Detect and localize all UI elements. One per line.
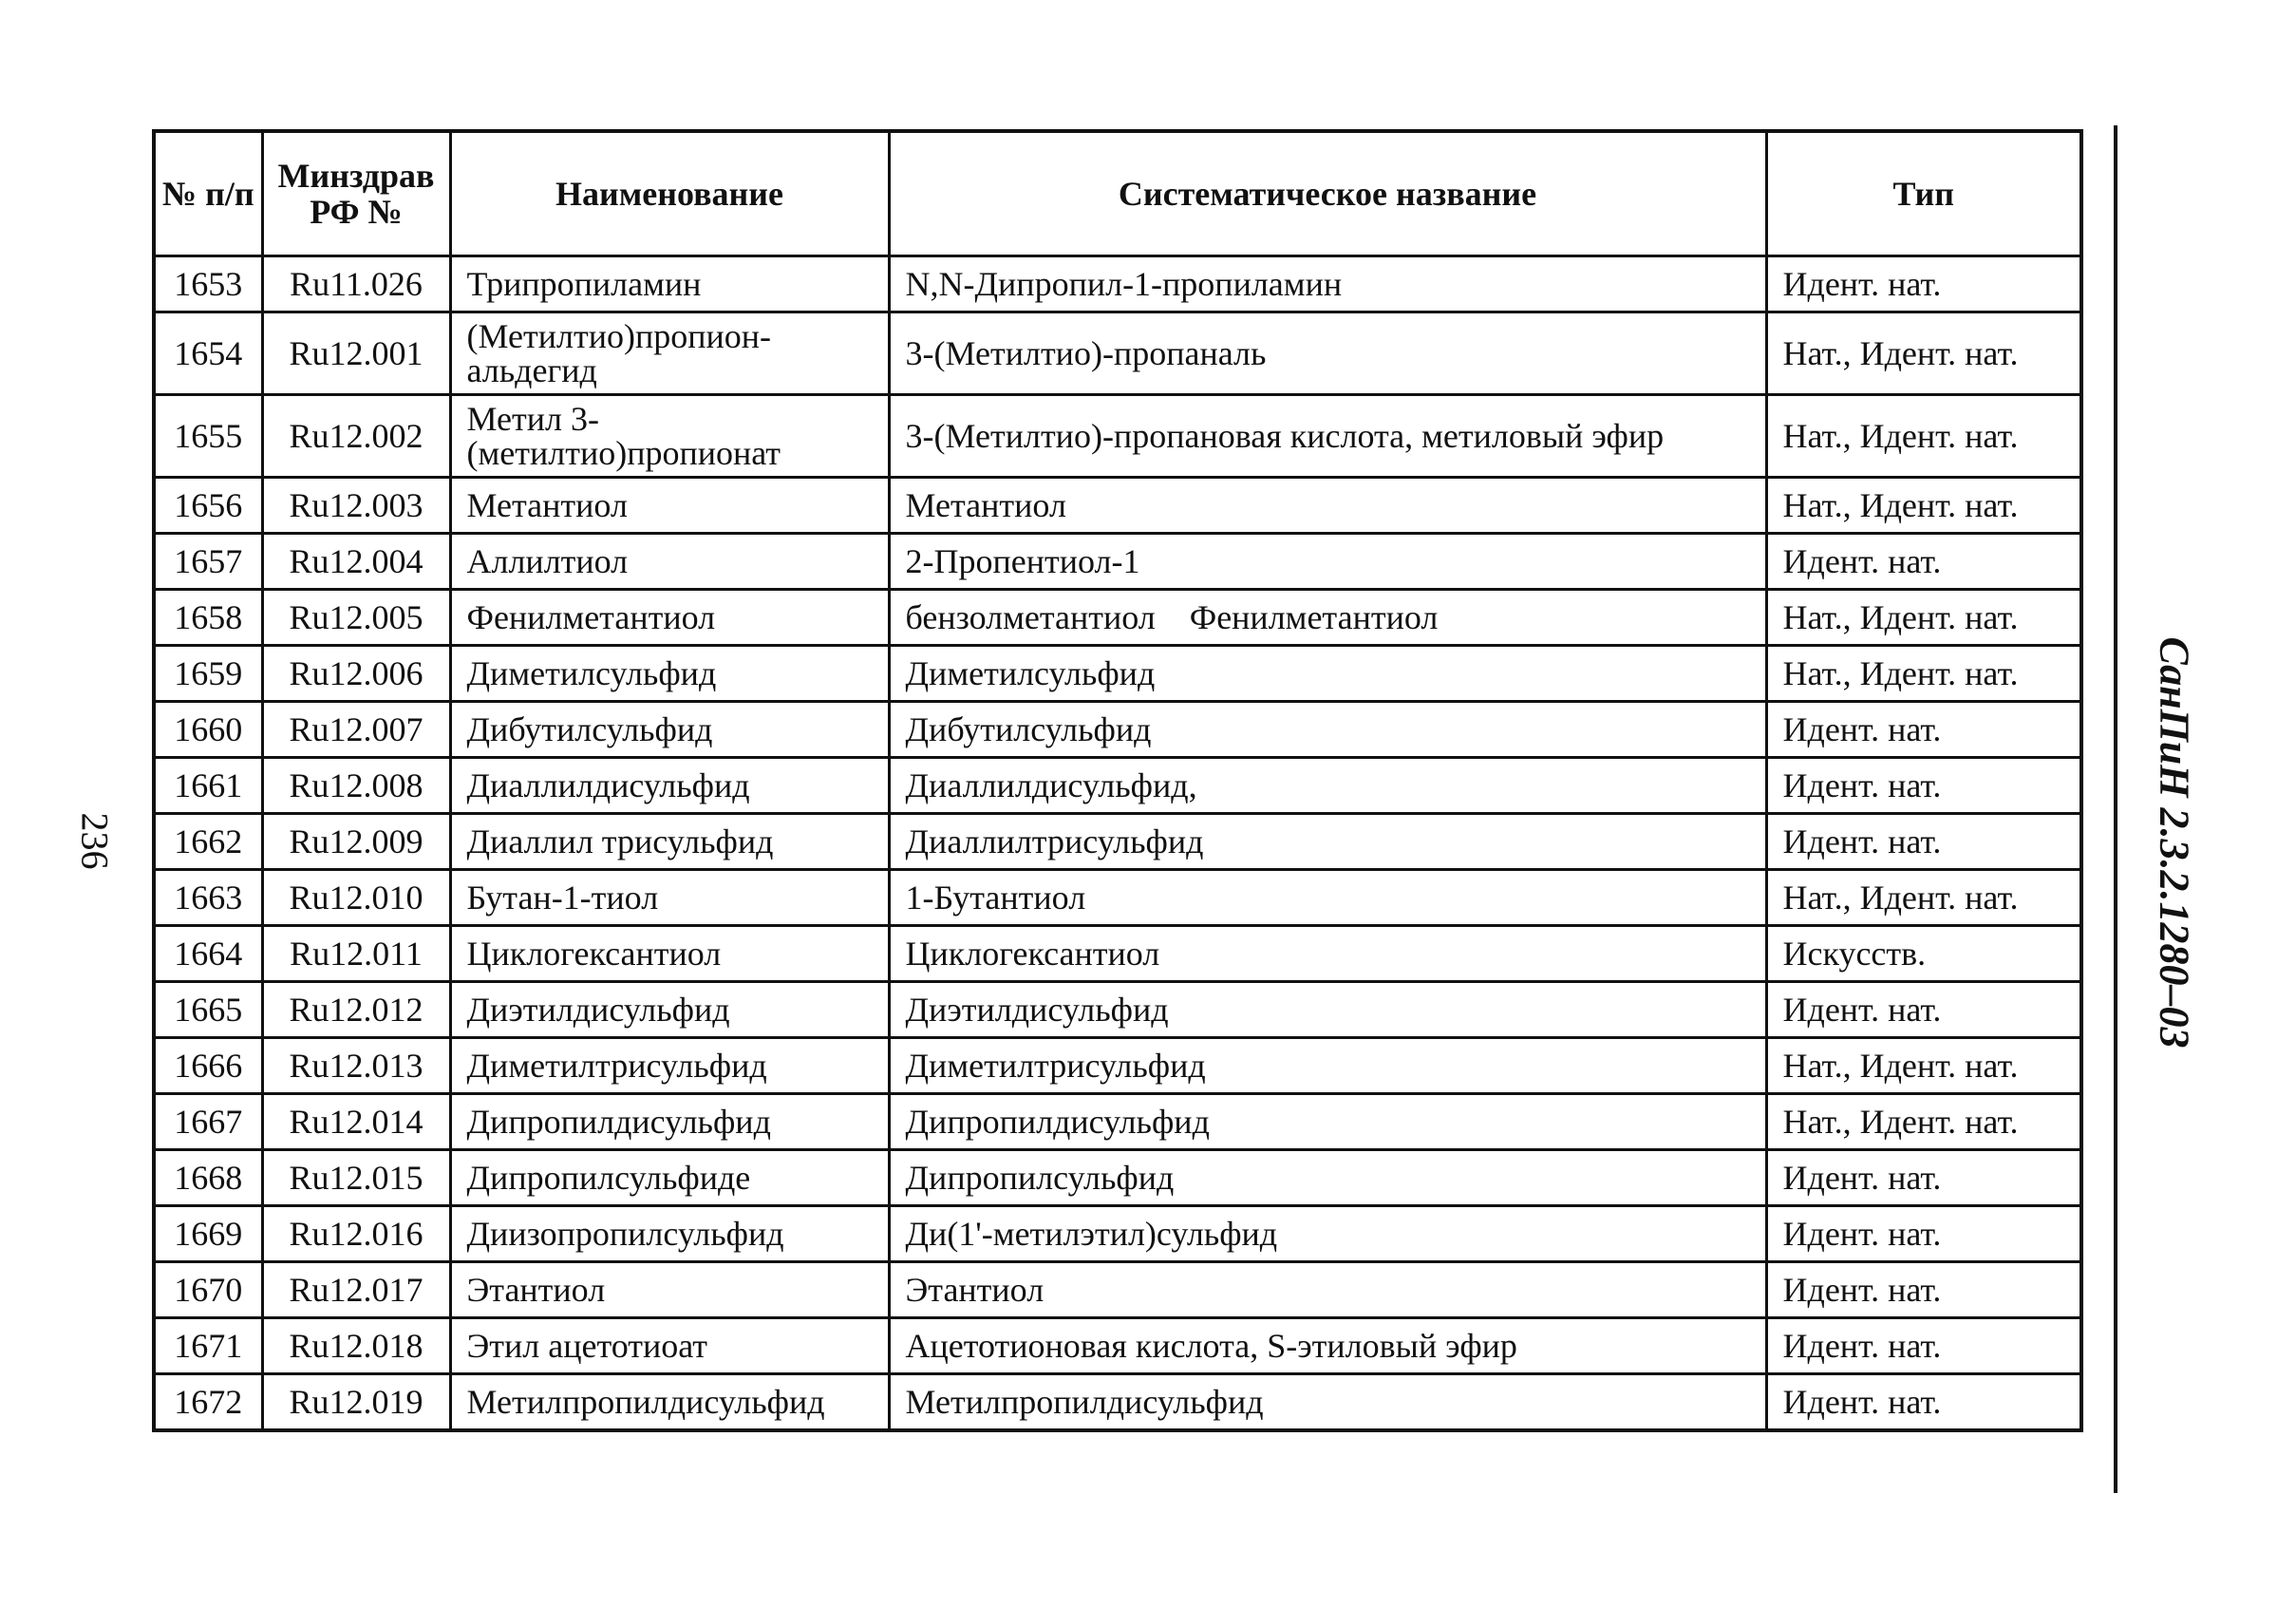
cell-code: Ru12.018: [262, 1318, 450, 1374]
table-row: [154, 646, 2081, 702]
table-row: [154, 702, 2081, 758]
cell-name: Аллилтиол: [450, 534, 889, 590]
cell-num: 1666: [154, 1038, 262, 1094]
cell-systematic: Диаллилдисульфид,: [889, 758, 1766, 814]
cell-name: (Метилтио)пропион-альдегид: [450, 312, 889, 395]
cell-systematic: Метантиол: [889, 478, 1766, 534]
cell-type: Идент. нат.: [1766, 1374, 2081, 1431]
flavoring-substances-table: [152, 129, 2083, 1432]
cell-num: 1653: [154, 256, 262, 312]
cell-name: Метилпропилдисульфид: [450, 1374, 889, 1431]
cell-systematic: Дипропилсульфид: [889, 1150, 1766, 1206]
cell-name: Диметилсульфид: [450, 646, 889, 702]
cell-num: 1667: [154, 1094, 262, 1150]
cell-type: Нат., Идент. нат.: [1766, 395, 2081, 478]
cell-type: Идент. нат.: [1766, 982, 2081, 1038]
cell-systematic: Метилпропилдисульфид: [889, 1374, 1766, 1431]
cell-systematic: Этантиол: [889, 1262, 1766, 1318]
cell-systematic: 2-Пропентиол-1: [889, 534, 1766, 590]
cell-type: Идент. нат.: [1766, 256, 2081, 312]
cell-systematic: 1-Бутантиол: [889, 870, 1766, 926]
cell-code: Ru12.019: [262, 1374, 450, 1431]
table-row: [154, 1094, 2081, 1150]
cell-type: Идент. нат.: [1766, 1262, 2081, 1318]
cell-num: 1669: [154, 1206, 262, 1262]
page-number: 236: [73, 812, 117, 870]
cell-num: 1658: [154, 590, 262, 646]
cell-systematic: Диметилсульфид: [889, 646, 1766, 702]
cell-code: Ru12.003: [262, 478, 450, 534]
table-row: [154, 1374, 2081, 1431]
cell-name: Этантиол: [450, 1262, 889, 1318]
cell-code: Ru12.016: [262, 1206, 450, 1262]
cell-num: 1671: [154, 1318, 262, 1374]
cell-systematic: Ди(1'-метилэтил)сульфид: [889, 1206, 1766, 1262]
cell-type: Идент. нат.: [1766, 814, 2081, 870]
cell-num: 1664: [154, 926, 262, 982]
cell-type: Идент. нат.: [1766, 1150, 2081, 1206]
table-row: [154, 758, 2081, 814]
running-head: СанПиН 2.3.2.1280–03: [2151, 636, 2198, 1049]
cell-code: Ru12.012: [262, 982, 450, 1038]
table-row: [154, 534, 2081, 590]
table-row: [154, 1206, 2081, 1262]
cell-code: Ru12.011: [262, 926, 450, 982]
cell-num: 1663: [154, 870, 262, 926]
table-body: [154, 256, 2081, 1431]
cell-name: Метантиол: [450, 478, 889, 534]
cell-systematic: 3-(Метилтио)-пропаналь: [889, 312, 1766, 395]
header-num: № п/п: [154, 131, 262, 256]
cell-type: Нат., Идент. нат.: [1766, 590, 2081, 646]
cell-num: 1670: [154, 1262, 262, 1318]
table-row: [154, 395, 2081, 478]
cell-type: Нат., Идент. нат.: [1766, 478, 2081, 534]
cell-name: Диаллил трисульфид: [450, 814, 889, 870]
cell-systematic: Диаллилтрисульфид: [889, 814, 1766, 870]
cell-type: Нат., Идент. нат.: [1766, 1094, 2081, 1150]
cell-name: Трипропиламин: [450, 256, 889, 312]
cell-code: Ru12.017: [262, 1262, 450, 1318]
cell-code: Ru12.010: [262, 870, 450, 926]
cell-num: 1660: [154, 702, 262, 758]
cell-type: Идент. нат.: [1766, 1206, 2081, 1262]
cell-type: Идент. нат.: [1766, 1318, 2081, 1374]
cell-name: Этил ацетотиоат: [450, 1318, 889, 1374]
cell-code: Ru12.008: [262, 758, 450, 814]
cell-type: Идент. нат.: [1766, 534, 2081, 590]
cell-name: Бутан-1-тиол: [450, 870, 889, 926]
cell-code: Ru12.005: [262, 590, 450, 646]
cell-name: Диаллилдисульфид: [450, 758, 889, 814]
cell-name: Метил 3-(метилтио)пропионат: [450, 395, 889, 478]
cell-systematic: Циклогексантиол: [889, 926, 1766, 982]
cell-num: 1657: [154, 534, 262, 590]
table-row: [154, 312, 2081, 395]
cell-type: Нат., Идент. нат.: [1766, 646, 2081, 702]
cell-systematic: Дипропилдисульфид: [889, 1094, 1766, 1150]
cell-code: Ru11.026: [262, 256, 450, 312]
cell-name: Циклогексантиол: [450, 926, 889, 982]
cell-num: 1655: [154, 395, 262, 478]
cell-type: Искусств.: [1766, 926, 2081, 982]
cell-num: 1661: [154, 758, 262, 814]
cell-type: Нат., Идент. нат.: [1766, 312, 2081, 395]
cell-num: 1656: [154, 478, 262, 534]
cell-num: 1672: [154, 1374, 262, 1431]
cell-systematic: Диметилтрисульфид: [889, 1038, 1766, 1094]
table-row: [154, 1038, 2081, 1094]
header-code: Минздрав РФ №: [262, 131, 450, 256]
header-name: Наименование: [450, 131, 889, 256]
cell-num: 1665: [154, 982, 262, 1038]
cell-code: Ru12.007: [262, 702, 450, 758]
cell-num: 1662: [154, 814, 262, 870]
table-row: [154, 256, 2081, 312]
cell-num: 1668: [154, 1150, 262, 1206]
cell-systematic: Дибутилсульфид: [889, 702, 1766, 758]
cell-name: Диметилтрисульфид: [450, 1038, 889, 1094]
table-row: [154, 814, 2081, 870]
cell-name: Дипропилсульфиде: [450, 1150, 889, 1206]
cell-code: Ru12.009: [262, 814, 450, 870]
cell-name: Диизопропилсульфид: [450, 1206, 889, 1262]
cell-code: Ru12.001: [262, 312, 450, 395]
table-row: [154, 1318, 2081, 1374]
cell-systematic: N,N-Дипропил-1-пропиламин: [889, 256, 1766, 312]
cell-num: 1654: [154, 312, 262, 395]
table-row: [154, 982, 2081, 1038]
cell-type: Идент. нат.: [1766, 758, 2081, 814]
table-row: [154, 870, 2081, 926]
cell-name: Диэтилдисульфид: [450, 982, 889, 1038]
cell-code: Ru12.013: [262, 1038, 450, 1094]
cell-name: Дибутилсульфид: [450, 702, 889, 758]
cell-name: Фенилметантиол: [450, 590, 889, 646]
cell-code: Ru12.002: [262, 395, 450, 478]
table-row: [154, 590, 2081, 646]
table-header-row: [154, 131, 2081, 256]
cell-code: Ru12.004: [262, 534, 450, 590]
table-row: [154, 1150, 2081, 1206]
cell-systematic: Ацетотионовая кислота, S-этиловый эфир: [889, 1318, 1766, 1374]
table-row: [154, 926, 2081, 982]
header-systematic: Систематическое название: [889, 131, 1766, 256]
cell-name: Дипропилдисульфид: [450, 1094, 889, 1150]
table-row: [154, 478, 2081, 534]
cell-type: Нат., Идент. нат.: [1766, 870, 2081, 926]
cell-systematic: 3-(Метилтио)-пропановая кислота, метиловый эфир: [889, 395, 1766, 478]
cell-code: Ru12.015: [262, 1150, 450, 1206]
header-type: Тип: [1766, 131, 2081, 256]
cell-num: 1659: [154, 646, 262, 702]
margin-rule-line: [2114, 125, 2117, 1493]
cell-systematic: Диэтилдисульфид: [889, 982, 1766, 1038]
cell-type: Нат., Идент. нат.: [1766, 1038, 2081, 1094]
cell-code: Ru12.014: [262, 1094, 450, 1150]
cell-systematic: бензолметантиол Фенилметантиол: [889, 590, 1766, 646]
table-row: [154, 1262, 2081, 1318]
cell-code: Ru12.006: [262, 646, 450, 702]
cell-type: Идент. нат.: [1766, 702, 2081, 758]
